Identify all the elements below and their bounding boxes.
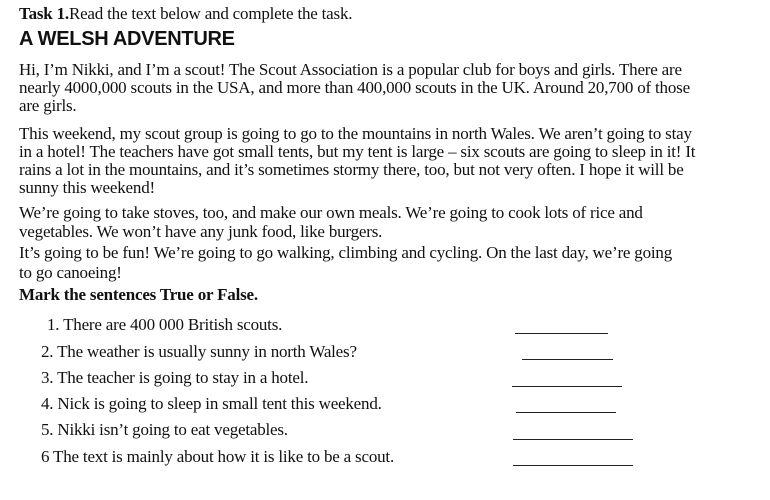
statement-1: 1. There are 400 000 British scouts. xyxy=(47,315,283,334)
answer-blank-4[interactable] xyxy=(516,412,616,413)
statement-3: 3. The teacher is going to stay in a hotel. xyxy=(41,368,309,387)
paragraph-line: sunny this weekend! xyxy=(19,178,155,197)
statement-4: 4. Nick is going to sleep in small tent this weekend. xyxy=(41,394,382,413)
paragraph-line: nearly 4000,000 scouts in the USA, and more than 400,000 scouts in the UK. Around 20,700 of those xyxy=(19,78,690,97)
paragraph-line: Hi, I’m Nikki, and I’m a scout! The Scout Association is a popular club for boys and girls. There are xyxy=(19,60,682,79)
paragraph-line: to go canoeing! xyxy=(19,263,122,282)
answer-blank-2[interactable] xyxy=(522,359,613,360)
page-title: A WELSH ADVENTURE xyxy=(19,28,235,50)
paragraph-line: are girls. xyxy=(19,96,77,115)
answer-blank-5[interactable] xyxy=(513,439,633,440)
task-label: Task 1. xyxy=(19,4,69,23)
answer-blank-3[interactable] xyxy=(512,386,622,387)
statement-6: 6 The text is mainly about how it is like to be a scout. xyxy=(41,447,394,466)
paragraph-line: This weekend, my scout group is going to go to the mountains in north Wales. We aren’t going to stay xyxy=(19,124,692,143)
true-false-instruction: Mark the sentences True or False. xyxy=(19,285,258,304)
paragraph-line: rains a lot in the mountains, and it’s sometimes stormy there, too, but not very often. I hope it will be xyxy=(19,160,684,179)
paragraph-line: It’s going to be fun! We’re going to go walking, climbing and cycling. On the last day, we’re going xyxy=(19,243,673,262)
answer-blank-1[interactable] xyxy=(515,333,608,334)
task-heading xyxy=(19,4,352,24)
paragraph-line: We’re going to take stoves, too, and make our own meals. We’re going to cook lots of rice and xyxy=(19,203,643,222)
statement-2: 2. The weather is usually sunny in north Wales? xyxy=(41,342,357,361)
answer-blank-6[interactable] xyxy=(513,465,633,466)
task-instruction: Read the text below and complete the task. xyxy=(68,4,353,23)
statement-5: 5. Nikki isn’t going to eat vegetables. xyxy=(41,420,288,439)
paragraph-line: in a hotel! The teachers have got small tents, but my tent is large – six scouts are going to sleep in it! It xyxy=(19,142,696,161)
paragraph-line: vegetables. We won’t have any junk food, like burgers. xyxy=(19,222,383,241)
